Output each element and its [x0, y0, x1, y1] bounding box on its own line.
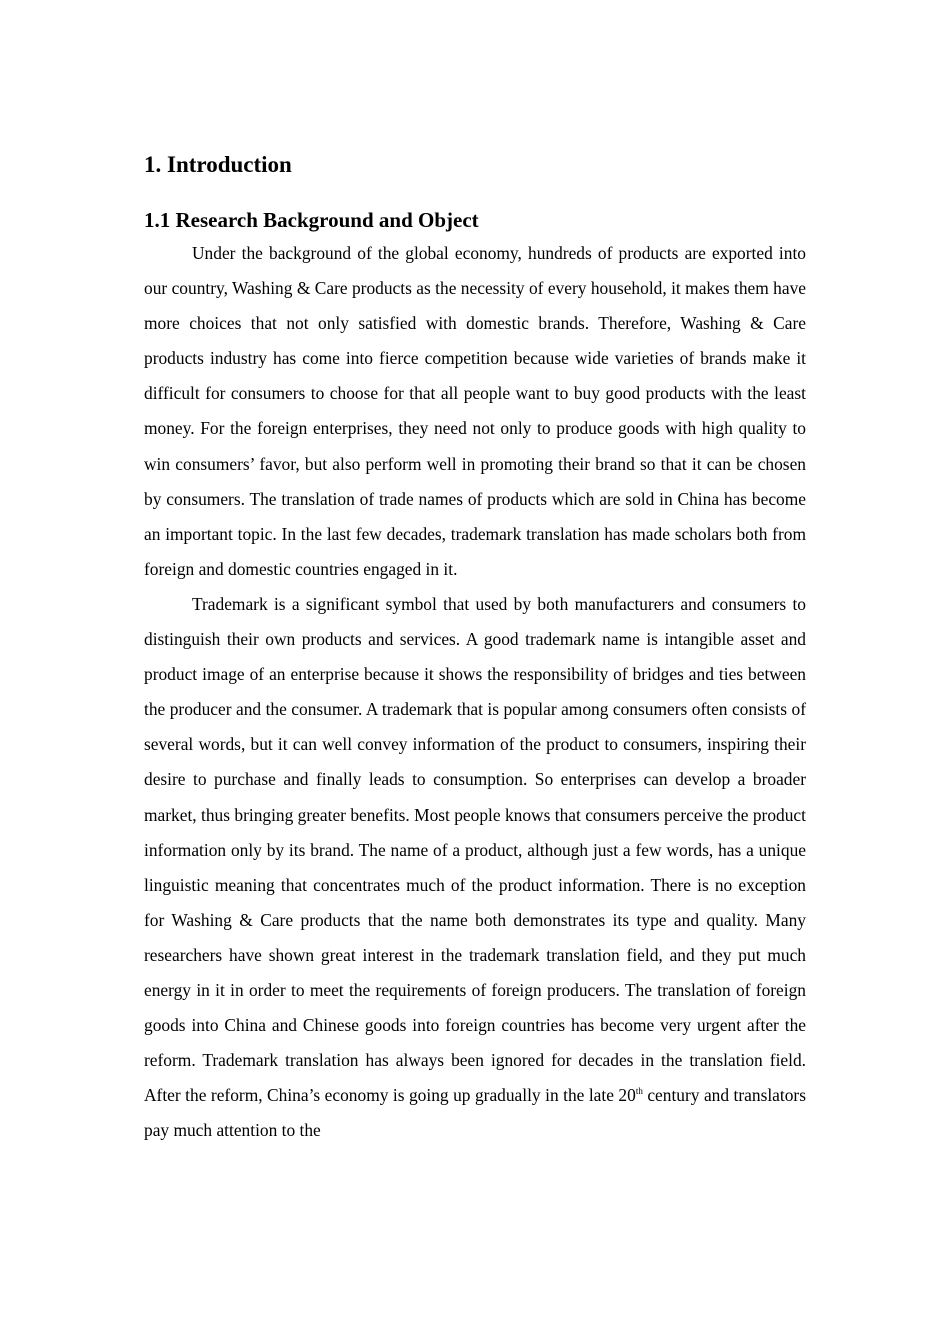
document-page — [144, 148, 806, 1148]
body-paragraph-1: Under the background of the global economy, hundreds of products are exported into our country, Washing & Care products as the necessity of every household, it makes them have more choices that not only satisfied with domestic brands. Therefore, Washing & Care products industry has come into fierce competition because wide varieties of brands make it difficult for consumers to choose for that all people want to buy good products with the least money. For the foreign enterprises, they need not only to produce goods with high quality to win consumers’ favor, but also perform well in promoting their brand so that it can be chosen by consumers. The translation of trade names of products which are sold in China has become an important topic. In the last few decades, trademark translation has made scholars both from foreign and domestic countries engaged in it. — [144, 243, 806, 579]
paragraph-2-tail: century and translators pay much attention to the — [144, 1085, 806, 1141]
subsection-heading: 1.1 Research Background and Object — [144, 208, 479, 232]
paragraph-2-text: Trademark is a significant symbol that used by both manufacturers and consumers to distinguish their own products and services. A good trademark name is intangible asset and product image of an enterprise because it shows the responsibility of bridges and ties between the producer and the consumer. A trademark that is popular among consumers often consists of several words, but it can well convey information of the product to consumers, inspiring their desire to purchase and finally leads to consumption. So enterprises can develop a broader market, thus bringing greater benefits. Most people knows that consumers perceive the product information only by its brand. The name of a product, although just a few words, has a unique linguistic meaning that concentrates much of the product information. There is no exception for Washing & Care products that the name both demonstrates its type and quality. Many researchers have shown great interest in the trademark translation field, and they put much energy in it in order to meet the requirements of foreign producers. The translation of foreign goods into China and Chinese goods into foreign countries has become very urgent after the reform. Trademark translation has always been ignored for decades in the translation field. After the reform, China’s economy is going up gradually in the late 20 — [144, 593, 806, 1106]
section-heading: 1. Introduction — [144, 152, 292, 177]
superscript-ordinal: th — [635, 1086, 643, 1097]
body-paragraph-2 — [144, 587, 806, 1149]
